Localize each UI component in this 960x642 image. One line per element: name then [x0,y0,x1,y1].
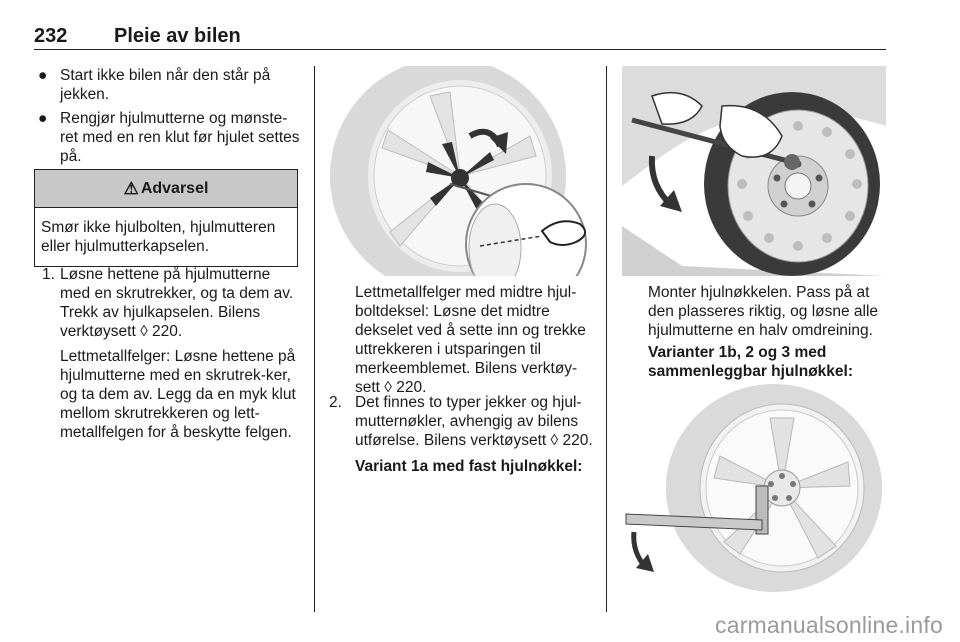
bullet-item [34,109,300,166]
bullet-marker: ● [38,110,48,127]
warning-body: Smør ikke hjulbolten, hjulmutteren eller hjulmutterkapselen. [41,219,276,255]
bullet-marker: ● [38,67,48,84]
step-2 [329,393,595,476]
step-text: Løsne hettene på hjulmutterne med en skrutrekker, og ta dem av. Trekk av hjulkapselen. Bilens verktøysett ◊ 220. [60,266,294,340]
step-1-paragraph: Lettmetallfelger: Løsne hettene på hjulmutterne med en skrutrek-ker, og ta dem av. Legg da en myk klut mellom skrutrekkeren og lett-metallfelgen for å beskytte felgen. [60,348,296,441]
bullet-item [34,66,300,104]
step-1 [34,265,300,442]
watermark: carmanualsonline.info [715,612,943,638]
column-divider-1 [314,66,315,612]
steel-wheel-wrench-illustration [622,66,886,276]
column-divider-2 [606,66,607,612]
variant-heading: Variant 1a med fast hjulnøkkel: [355,458,583,475]
step-2-item [329,393,595,450]
page-number: 232 [34,25,68,47]
bullet-text: Rengjør hjulmutterne og mønste-ret med en ren klut før hjulet settes på. [60,110,300,165]
step-text: Det finnes to typer jekker og hjul-mutternøkler, avhengig av bilens utførelse. Bilens verktøysett ◊ 220. [355,394,593,449]
step-number: 1. [42,266,55,283]
folding-wrench-illustration [622,382,886,594]
warning-box [34,169,298,267]
middle-paragraph: Lettmetallfelger med midtre hjul-boltdeksel: Løsne det midtre dekselet ved å sette inn og trekke uttrekkeren i utsparingen til merkeemblemet. Bilens verktøy-sett ◊ 220. [355,284,586,396]
warning-header [35,170,297,208]
variant-heading: Varianter 1b, 2 og 3 med sammenleggbar hjulnøkkel: [648,344,853,380]
warning-title: Advarsel [140,179,209,197]
bullet-list [34,66,300,166]
page-title: Pleie av bilen [114,25,241,47]
step-number: 2. [329,394,342,411]
warning-icon: ⚠ [123,178,139,198]
right-paragraph: Monter hjulnøkkelen. Pass på at den plasseres riktig, og løsne alle hjulmutterne en halv omdreining. [648,284,879,339]
step-1-item [34,265,300,341]
header-rule [34,49,886,50]
bullet-text: Start ikke bilen når den står på jekken. [60,67,271,103]
alloy-wheel-illustration [330,66,596,276]
